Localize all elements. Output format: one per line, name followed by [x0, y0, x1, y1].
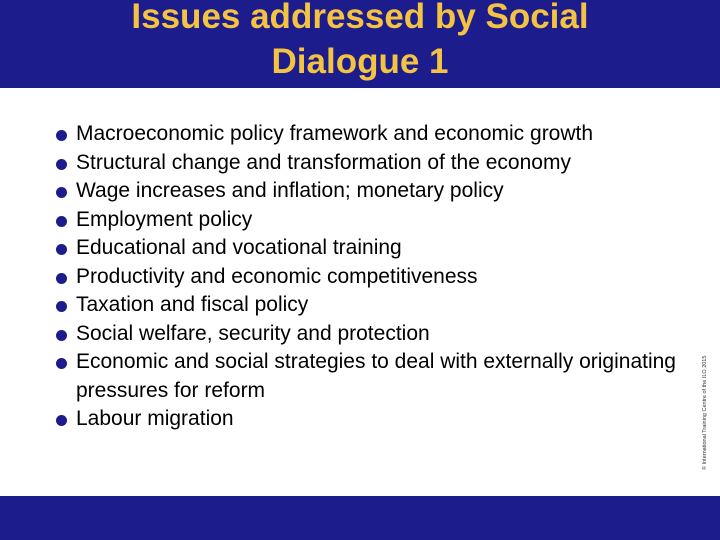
bullet-dot-icon — [56, 301, 67, 312]
footer-bar — [0, 496, 720, 540]
copyright-note: © International Training Centre of the ILO 2015 — [702, 355, 708, 470]
bullet-dot-icon — [56, 244, 67, 255]
bullet-item — [56, 348, 676, 405]
slide-title-line-1: Issues addressed by Social — [131, 0, 589, 36]
bullet-text: Structural change and transformation of the economy — [76, 150, 571, 174]
bullet-item — [56, 291, 676, 320]
bullet-text: Economic and social strategies to deal with externally originating pressures for reform — [76, 350, 676, 402]
bullet-item — [56, 234, 676, 263]
bullet-text: Employment policy — [76, 207, 253, 231]
bullet-text: Educational and vocational training — [76, 236, 402, 259]
bullet-item — [56, 149, 676, 178]
bullet-text: Labour migration — [76, 407, 234, 430]
bullet-item — [56, 320, 676, 349]
bullet-item — [56, 206, 676, 235]
bullet-text: Taxation and fiscal policy — [76, 293, 309, 316]
bullet-dot-icon — [56, 130, 67, 141]
bullet-text: Macroeconomic policy framework and economic growth — [76, 122, 594, 145]
bullet-dot-icon — [56, 187, 67, 198]
bullet-dot-icon — [56, 358, 67, 369]
bullet-dot-icon — [56, 330, 67, 341]
bullet-dot-icon — [56, 216, 67, 227]
bullet-item — [56, 177, 676, 206]
bullet-item — [56, 405, 676, 434]
bullet-text: Wage increases and inflation; monetary policy — [76, 179, 504, 202]
title-bar — [0, 0, 720, 88]
bullet-dot-icon — [56, 273, 67, 284]
bullet-dot-icon — [56, 415, 67, 426]
bullet-item — [56, 263, 676, 292]
slide-title-line-2: Dialogue 1 — [271, 42, 449, 81]
bullet-list — [56, 120, 676, 434]
bullet-text: Social welfare, security and protection — [76, 321, 430, 345]
bullet-dot-icon — [56, 159, 67, 170]
bullet-item — [56, 120, 676, 149]
slide-title — [0, 0, 720, 84]
bullet-text: Productivity and economic competitiveness — [76, 264, 478, 288]
